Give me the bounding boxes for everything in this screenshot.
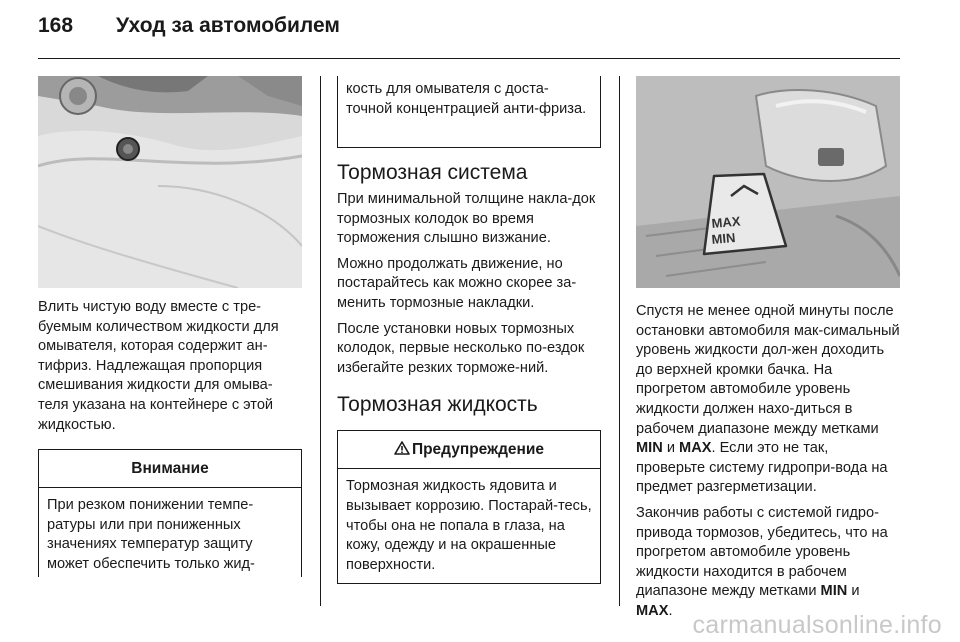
right-column [636, 76, 900, 622]
brakes-paragraph-3: После установки новых тормозных колодок, первые несколько по-ездок избегайте резких торможе-ний. [337, 320, 585, 376]
brake-fluid-heading: Тормозная жидкость [337, 393, 538, 417]
fluid-level-paragraph-2 [636, 504, 900, 622]
caution-box [38, 449, 302, 577]
text-span: . [668, 602, 673, 619]
warning-header [338, 431, 600, 469]
brakes-paragraph-2: Можно продолжать движение, но постарайтесь как можно скорее за-менить тормозные накладки. [337, 255, 577, 311]
text-span: . Если это не так, проверьте систему гидропри-вода на предмет разгерметизации. [636, 440, 888, 496]
max-mark: MAX [679, 440, 712, 457]
brake-fluid-reservoir-photo [636, 76, 900, 288]
middle-column [337, 76, 601, 584]
caution-text: При резком понижении темпе-ратуры или при пониженных значениях температур защиту может обеспечить только жид- [47, 497, 255, 572]
min-mark: MIN [820, 583, 848, 600]
warning-title: Предупреждение [411, 441, 545, 459]
brakes-heading: Тормозная система [337, 161, 528, 184]
text-span: и [662, 440, 680, 457]
watermark: carmanualsonline.info [692, 611, 942, 639]
header-rule [38, 58, 900, 59]
text-span: Спустя не менее одной минуты после остановки автомобиля мак-симальный уровень жидкости дол-жен доходить до верхней кромки бачка. На прогретом автомобиле уровень жидкости должен нахо-диться в рабочем диапазоне между метками [636, 303, 900, 437]
warning-text: Тормозная жидкость ядовита и вызывает коррозию. Постарай-тесь, чтобы она не попала в глаза, на кожу, одежду и на окрашенные поверхности. [346, 478, 592, 573]
fluid-level-paragraph-1 [636, 302, 900, 498]
text-span: и [847, 583, 860, 600]
min-mark: MIN [636, 440, 663, 457]
caution-title: Внимание [39, 450, 301, 488]
photo-min-label: MIN [710, 229, 737, 247]
page-title: Уход за автомобилем [116, 14, 340, 37]
warning-triangle-icon [394, 441, 410, 455]
column-divider-2 [619, 76, 620, 606]
text-span: Закончив работы с системой гидро-привода тормозов, убедитесь, что на прогретом автомобиле уровень жидкости находится в рабочем диапазоне между метками [636, 504, 888, 600]
max-mark: MAX [636, 602, 669, 619]
photo-max-label: MAX [710, 213, 742, 231]
column-divider-1 [320, 76, 321, 606]
caution-text-continued: кость для омывателя с доста-точной концентрацией анти-фриза. [346, 81, 587, 117]
washer-reservoir-photo [38, 76, 302, 288]
page-header [38, 14, 340, 44]
left-column [38, 76, 302, 577]
warning-box [337, 430, 601, 584]
washer-fluid-paragraph: Влить чистую воду вместе с тре-буемым количеством жидкости для омывателя, которая содержит ан-тифриз. Надлежащая пропорция смешивания жидкости для омыва-теля указана на контейнере с этой жидкостью. [38, 299, 279, 433]
brakes-paragraph-1: При минимальной толщине накла-док тормозных колодок во время торможения слышно визжание. [337, 191, 596, 247]
page-number: 168 [38, 14, 74, 37]
caution-box-continued [337, 76, 601, 148]
